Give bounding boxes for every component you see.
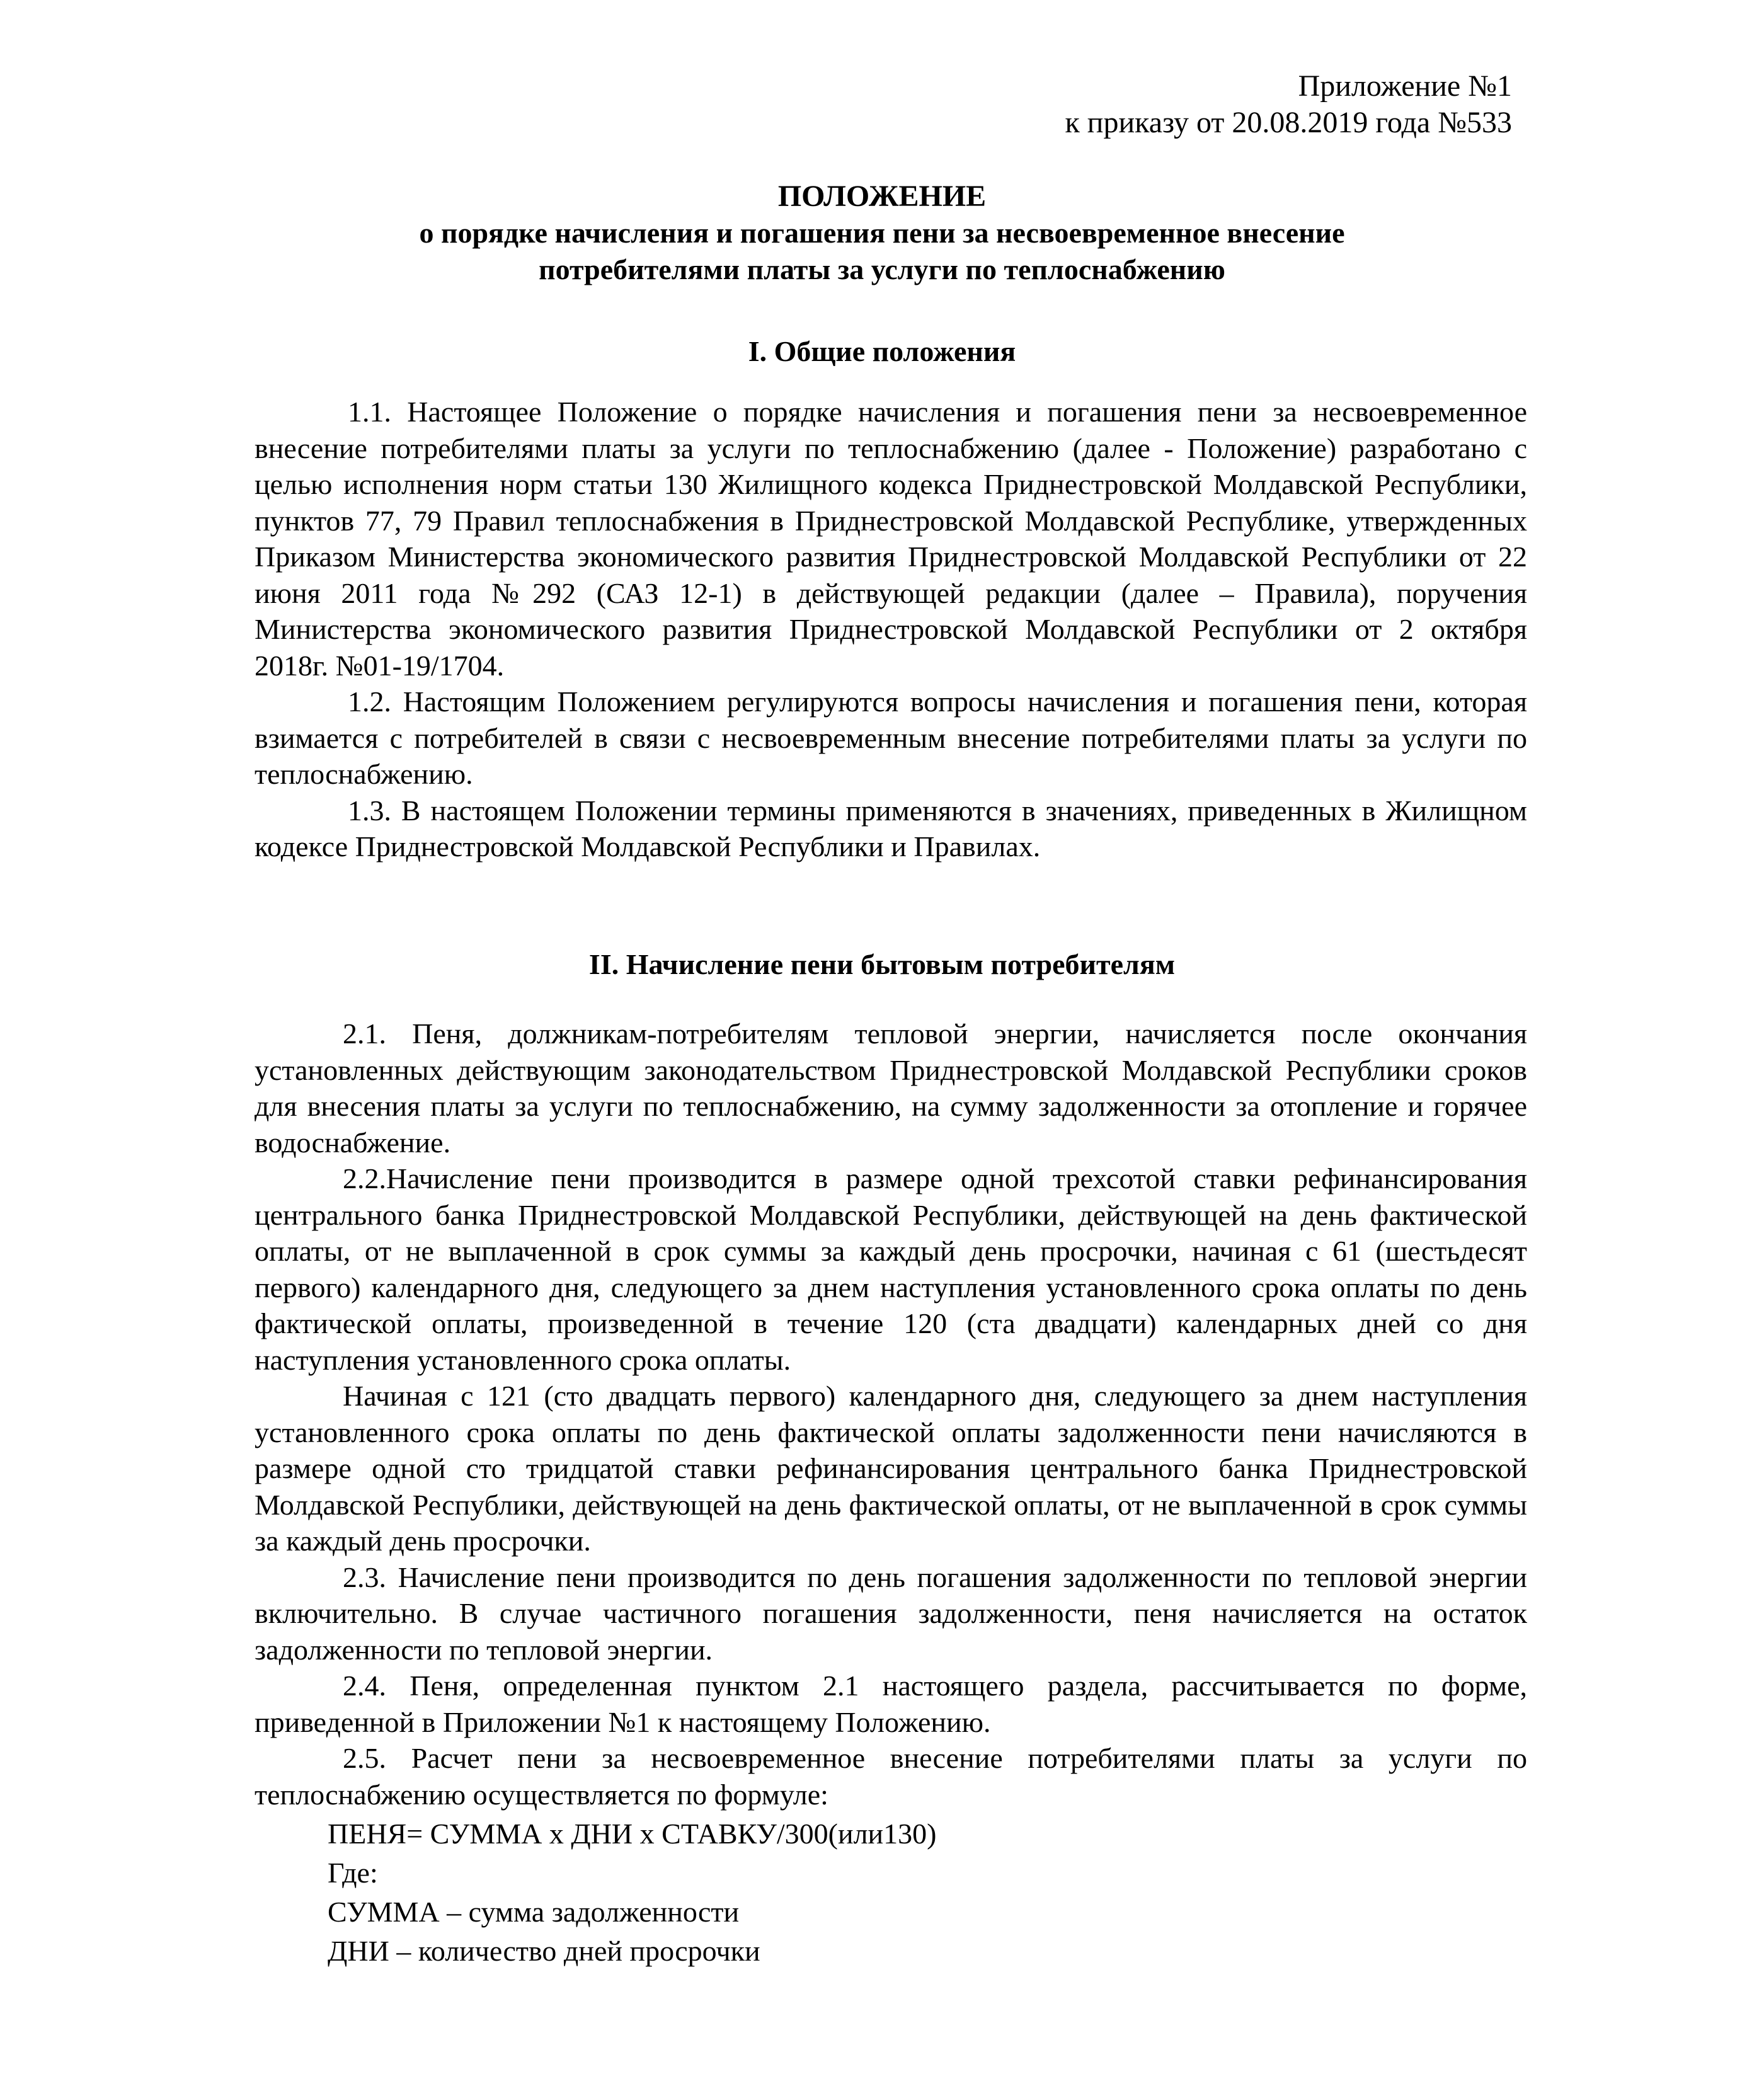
paragraph-1-1: 1.1. Настоящее Положение о порядке начисления и погашения пени за несвоевременное внесение потребителями платы за услуги по теплоснабжению (далее - Положение) разработано с целью исполнения норм статьи 130 Жилищного кодекса Приднестровской Молдавской Республики, пунктов 77, 79 Правил теплоснабжения в Приднестровской Молдавской Республике, утвержденных Приказом Министерства экономического развития Приднестровской Молдавской Республики от 22 июня 2011 года №292 (САЗ 12-1) в действующей редакции (далее – Правила), поручения Министерства экономического развития Приднестровской Молдавской Республики от 2 октября 2018г. №01-19/1704. xyxy=(255,396,1527,682)
paragraph-1-3: 1.3. В настоящем Положении термины применяются в значениях, приведенных в Жилищном кодексе Приднестровской Молдавской Республики и Правилах. xyxy=(255,794,1527,862)
paragraph-2-4: 2.4. Пеня, определенная пунктом 2.1 настоящего раздела, рассчитывается по форме, приведенной в Приложении №1 к настоящему Положению. xyxy=(255,1670,1527,1738)
document-subtitle-line-2: потребителями платы за услуги по теплоснабжению xyxy=(539,253,1225,285)
document-subtitle-line-1: о порядке начисления и погашения пени за несвоевременное внесение xyxy=(419,217,1345,249)
section-2-body xyxy=(255,1016,1527,1969)
order-reference: к приказу от 20.08.2019 года №533 xyxy=(1065,106,1512,139)
paragraph-2-5: 2.5. Расчет пени за несвоевременное внесение потребителями платы за услуги по теплоснабжению осуществляется по формуле: xyxy=(255,1742,1527,1811)
section-heading-household-penalty: II. Начисление пени бытовым потребителям xyxy=(588,948,1176,980)
paragraph-2-3: 2.3. Начисление пени производится по день погашения задолженности по тепловой энергии включительно. В случае частичного погашения задолженности, пеня начисляется на остаток задолженности по тепловой энергии. xyxy=(255,1561,1527,1666)
section-1-body xyxy=(255,394,1527,865)
annex-reference xyxy=(1065,68,1512,141)
section-heading-general-provisions: I. Общие положения xyxy=(748,335,1016,367)
paragraph-1-2: 1.2. Настоящим Положением регулируются вопросы начисления и погашения пени, которая взимается с потребителей в связи с несвоевременным внесение потребителями платы за услуги по теплоснабжению. xyxy=(255,685,1527,790)
annex-number: Приложение №1 xyxy=(1298,69,1512,103)
formula-where-label: Где: xyxy=(328,1857,378,1889)
penalty-formula: ПЕНЯ= СУММА х ДНИ х СТАВКУ/300(или130) xyxy=(328,1818,937,1850)
paragraph-2-1: 2.1. Пеня, должникам-потребителям тепловой энергии, начисляется после окончания установленных действующим законодательством Приднестровской Молдавской Республики сроков для внесения платы за услуги по теплоснабжению, на сумму задолженности за отопление и горячее водоснабжение. xyxy=(255,1017,1527,1159)
formula-definition-days: ДНИ – количество дней просрочки xyxy=(328,1935,760,1967)
paragraph-2-2-continued: Начиная с 121 (сто двадцать первого) календарного дня, следующего за днем наступления установленного срока оплаты по день фактической оплаты задолженности пени начисляются в размере одной сто тридцатой ставки рефинансирования центрального банка Приднестровской Молдавской Республики, действующей на день фактической оплаты, от не выплаченной в срок суммы за каждый день просрочки. xyxy=(255,1380,1527,1557)
formula-definition-sum: СУММА – сумма задолженности xyxy=(328,1896,740,1928)
paragraph-2-2: 2.2.Начисление пени производится в размере одной трехсотой ставки рефинансирования центрального банка Приднестровской Молдавской Республики, действующей на день фактической оплаты, от не выплаченной в срок суммы за каждый день просрочки, начиная с 61 (шестьдесят первого) календарного дня, следующего за днем наступления установленного срока оплаты по день фактической оплаты, произведенной в течение 120 (ста двадцати) календарных дней со дня наступления установленного срока оплаты. xyxy=(255,1162,1527,1376)
document-title: ПОЛОЖЕНИЕ xyxy=(777,180,987,213)
document-title-block xyxy=(252,178,1512,288)
